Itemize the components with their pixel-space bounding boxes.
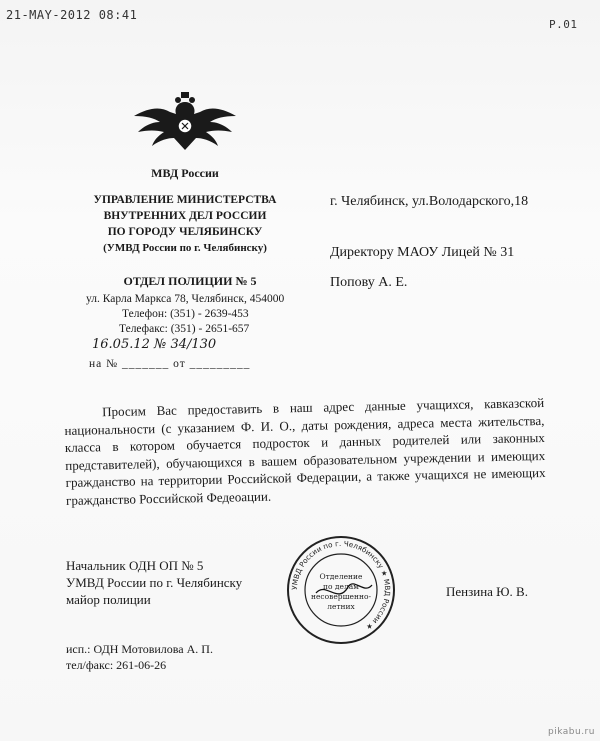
sender-address: ул. Карла Маркса 78, Челябинск, 454000 [86,293,285,305]
ministry-name: МВД России [151,166,219,180]
eagle-emblem-icon [130,92,240,154]
stamp-center-line-1: Отделение [319,572,363,581]
executor-phone: тел/факс: 261-06-26 [66,658,167,672]
department-name: ОТДЕЛ ПОЛИЦИИ № 5 [123,274,257,288]
stamp-ring-text: УМВД России по г. Челябинску ★ МВД России ★ [289,538,393,633]
letter-body-text: Просим Вас предоставить в наш адрес данные учащихся, кавказской национальности (с указанием Ф. И. О., даты рождения, адреса места жительства, класса в котором обучается подросток и данных родителей или законных представителей), обучающихся в вашем образовательном учреждении и имеющих гражданство на территории Российской Федерации, а также учащихся не имеющих гражданство Российской Федеоации. [64,394,546,508]
signatory-position-3: майор полиции [66,592,151,607]
directorate-line-2: ВНУТРЕННИХ ДЕЛ РОССИИ [103,210,267,222]
recipient-title: Директору МАОУ Лицей № 31 [330,245,515,260]
stamp-center-line-3: несовершенно- [310,592,372,601]
letter-body [64,394,546,509]
reference-line: на № _______ от _________ [89,358,251,370]
signatory-name: Пензина Ю. В. [446,584,528,599]
recipient-name: Попову А. Е. [330,275,408,290]
signatory-position-1: Начальник ОДН ОП № 5 [66,558,204,573]
directorate-abbr: (УМВД России по г. Челябинску) [103,242,267,254]
fax-page-number: P.01 [549,18,578,31]
sender-phone: Телефон: (351) - 2639-453 [122,308,249,320]
stamp-center-line-4: летних [327,602,355,611]
directorate-line-1: УПРАВЛЕНИЕ МИНИСТЕРСТВА [93,194,277,206]
directorate-line-3: ПО ГОРОДУ ЧЕЛЯБИНСКУ [107,226,263,238]
sender-fax: Телефакс: (351) - 2651-657 [119,323,250,335]
recipient-address: г. Челябинск, ул.Володарского,18 [330,194,529,209]
signatory-position-2: УМВД России по г. Челябинску [66,575,243,590]
official-stamp [286,535,396,645]
watermark: pikabu.ru [548,727,595,737]
executor-name: исп.: ОДН Мотовилова А. П. [66,642,213,656]
fax-timestamp: 21-MAY-2012 08:41 [6,8,138,22]
outgoing-date-number: 16.05.12 № 34/130 [92,337,217,352]
stamp-center-line-2: по делам [322,582,360,591]
